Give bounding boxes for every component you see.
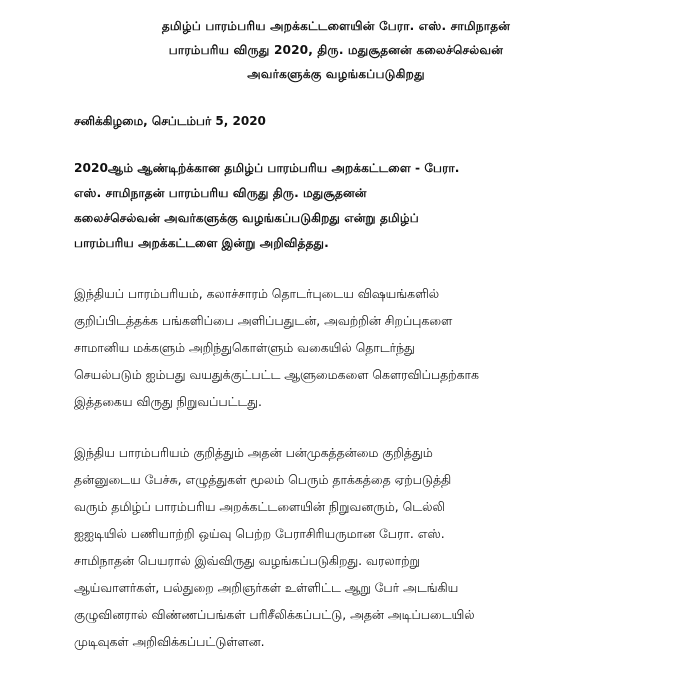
title-line: அவர்களுக்கு வழங்கப்படுகிறது xyxy=(247,67,425,81)
paragraph-line: குறிப்பிடத்தக்க பங்களிப்பை அளிப்பதுடன், அவற்றின் சிறப்புகளை xyxy=(74,313,453,328)
paragraph-line: குழுவினரால் விண்ணப்பங்கள் பரிசீலிக்கப்பட்டு, அதன் அடிப்படையில் xyxy=(74,607,475,622)
title-line: பாரம்பரிய விருது 2020, திரு. மதுசூதனன் கலைச்செல்வன் xyxy=(168,43,504,57)
lead-line: பாரம்பரிய அறக்கட்டளை இன்று அறிவித்தது. xyxy=(74,236,329,250)
paragraph-line: தன்னுடைய பேச்சு, எழுத்துகள் மூலம் பெரும் தாக்கத்தை ஏற்படுத்தி xyxy=(74,472,452,487)
paragraph-line: இத்தகைய விருது நிறுவப்பட்டது. xyxy=(74,394,262,409)
document-title xyxy=(74,14,604,86)
paragraph-line: இந்திய பாரம்பரியம் குறித்தும் அதன் பன்முகத்தன்மை குறித்தும் xyxy=(74,445,433,460)
paragraph-line: முடிவுகள் அறிவிக்கப்பட்டுள்ளன. xyxy=(74,634,265,649)
lead-paragraph xyxy=(74,156,604,256)
body-paragraph-2 xyxy=(74,439,604,655)
paragraph-line: ஆய்வாளர்கள், பல்துறை அறிஞர்கள் உள்ளிட்ட ஆறு பேர் அடங்கிய xyxy=(74,580,459,595)
title-line: தமிழ்ப் பாரம்பரிய அறக்கட்டளையின் பேரா. எஸ். சாமிநாதன் xyxy=(161,19,511,33)
paragraph-line: சாமானிய மக்களும் அறிந்துகொள்ளும் வகையில் தொடர்ந்து xyxy=(74,340,415,355)
document-date: சனிக்கிழமை, செப்டம்பர் 5, 2020 xyxy=(74,114,266,128)
paragraph-line: வரும் தமிழ்ப் பாரம்பரிய அறக்கட்டளையின் நிறுவனரும், டெல்லி xyxy=(74,499,446,514)
body-paragraph-1 xyxy=(74,280,604,415)
paragraph-line: இந்தியப் பாரம்பரியம், கலாச்சாரம் தொடர்புடைய விஷயங்களில் xyxy=(74,286,440,301)
paragraph-line: ஐஐடியில் பணியாற்றி ஒய்வு பெற்ற பேராசிரியருமான பேரா. எஸ். xyxy=(74,526,445,541)
paragraph-line: செயல்படும் ஐம்பது வயதுக்குட்பட்ட ஆளுமைகளை கௌரவிப்பதற்காக xyxy=(74,367,479,382)
paragraph-line: சாமிநாதன் பெயரால் இவ்விருது வழங்கப்படுகிறது. வரலாற்று xyxy=(74,553,420,568)
lead-line: 2020ஆம் ஆண்டிற்க்கான தமிழ்ப் பாரம்பரிய அறக்கட்டளை - பேரா. xyxy=(74,161,460,175)
lead-line: எஸ். சாமிநாதன் பாரம்பரிய விருது திரு. மதுசூதனன் xyxy=(74,186,367,200)
lead-line: கலைச்செல்வன் அவர்களுக்கு வழங்கப்படுகிறது என்று தமிழ்ப் xyxy=(74,211,419,225)
